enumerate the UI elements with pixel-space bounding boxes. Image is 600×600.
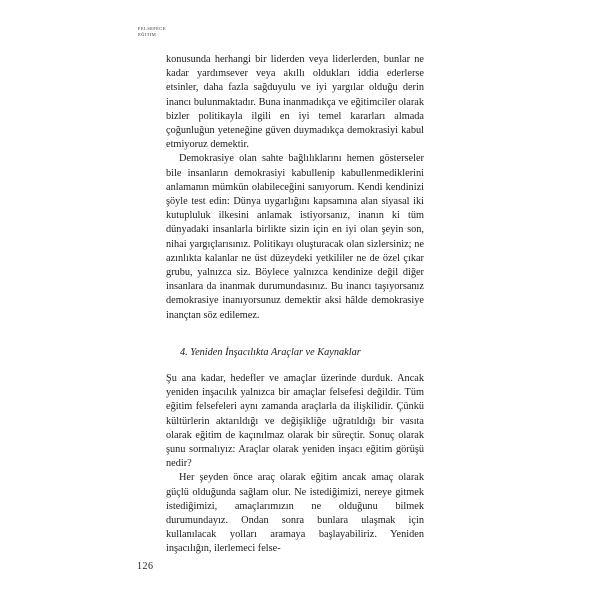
body-text-bottom: [166, 372, 424, 557]
body-text-top: [166, 53, 424, 323]
paragraph-continuation: konusunda herhangi bir liderden veya liderlerden, bunlar ne kadar yardımsever veya akıllı oldukları iddia ederlerse etsinler, daha fazla sağduyulu ve iyi yargılar olduğu derin inancı bulunmaktadır. Buna inanmadıkça ve eğitimciler olarak bizler politikayla ilgili en iyi temel kararları almada çoğunluğun yeteneğine güven duymadıkça demokrasiyi kabul etmiyoruz demektir.: [166, 54, 424, 151]
running-header-line-1: FELSEFECE: [138, 26, 166, 31]
paragraph-democracy: Demokrasiye olan sahte bağlılıklarını hemen gösterseler bile insanların demokrasiyi kabullenip kabullenmediklerini anlamanın mümkün olabileceğini sanıyorum. Kendi kendinizi şöyle test edin: Dünya uygarlığını kapsamına alan siyasal iki kutupluluk ilkesini anlamak istiyorsanız, inanın ki tüm dünyadaki insanlarla birlikte sizin için en iyi olan şeyin son, nihai yargıçlarısınız. Politikayı oluşturacak olan sizlersiniz; ne azınlıkta kalanlar ne üst düzeydeki yetkililer ne de özel çıkar grubu, yalnızca siz. Böylece yalnızca kendinize değil diğer insanlara da inanmak durumundasınız. Bu inancı taşıyorsanız demokrasiye inanıyorsunuz demektir aksi hâlde demokrasiye inançtan söz edilemez.: [166, 153, 424, 321]
paragraph-education-as-means: Her şeyden önce araç olarak eğitim ancak amaç olarak güçlü olduğunda sağlam olur. Ne istediğimizi, nereye gitmek istediğimizi, amaçlarımızın ne olduğunu bilmek durumundayız. Ondan sonra bunlara ulaşmak için kullanılacak yolları aramaya başlayabiliriz. Yeniden inşacılığın, ilerlemeci felse-: [166, 472, 424, 555]
running-header-line-2: EĞITIM: [138, 31, 157, 37]
page-number: 126: [137, 561, 154, 572]
paragraph-goals-means: Şu ana kadar, hedefler ve amaçlar üzerinde durduk. Ancak yeniden inşacılık yalnızca bir amaçlar felsefesi değildir. Tüm eğitim felsefeleri aynı zamanda araçlarla da ilişkilidir. Çünkü kültürlerin aktarıldığı ve değişikliğe uğratıldığı bir vasıta olarak eğitim de kaçınılmaz olarak bir süreçtir. Sonuç olarak şunu sormalıyız: Araçlar olarak yeniden inşacı eğitim görüşü nedir?: [166, 373, 424, 470]
section-heading: 4. Yeniden İnşacılıkta Araçlar ve Kaynaklar: [180, 347, 361, 358]
running-header: [138, 26, 166, 37]
